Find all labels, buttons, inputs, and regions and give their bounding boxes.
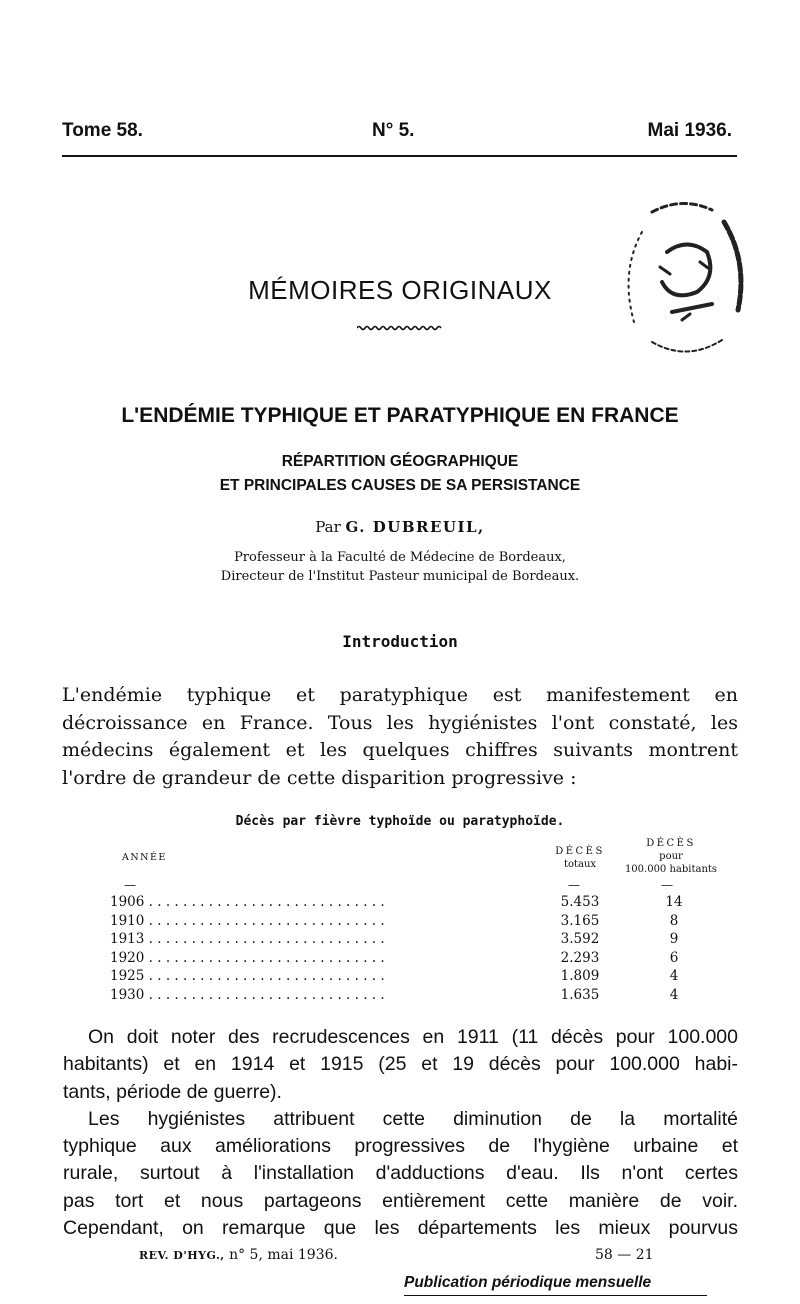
article-subtitle-2: ET PRINCIPALES CAUSES DE SA PERSISTANCE <box>219 477 581 494</box>
table-row: 1913 . . . . . . . . . . . . . . . . . . . . . . . . . . . . 3.592 9 <box>110 930 710 949</box>
table-dash: — <box>568 878 580 892</box>
table-cell-year: 1930 <box>110 986 145 1003</box>
table-header-rate-line1: DÉCÈS <box>646 838 696 849</box>
table-cell-rate: 6 <box>669 949 679 966</box>
volume-label: Tome 58. <box>62 120 143 141</box>
article-title: L'ENDÉMIE TYPHIQUE ET PARATYPHIQUE EN FRANCE <box>121 404 679 427</box>
paragraph-line: pas tort et nous partageons entièrement cette manière de voir. <box>63 1189 738 1212</box>
paragraph-line: habitants) et en 1914 et 1915 (25 et 19 décès pour 100.000 habi- <box>63 1053 738 1076</box>
ornament-divider <box>357 324 443 332</box>
table-cell-year: 1925 <box>110 968 145 984</box>
table-dash: — <box>124 878 136 892</box>
table-cell-rate: 8 <box>669 912 679 929</box>
table-dash: — <box>661 878 673 892</box>
introduction-heading: Introduction <box>342 632 458 651</box>
table-header-rate-line2: pour <box>659 851 683 862</box>
paragraph-line: Les hygiénistes attribuent cette diminution de la mortalité <box>88 1107 738 1130</box>
table-row: 1925 . . . . . . . . . . . . . . . . . . . . . . . . . . . . 1.809 4 <box>110 967 710 986</box>
author-prefix: Par <box>315 518 341 536</box>
table-cell-total: 1.809 <box>560 968 600 984</box>
table-cell-total: 5.453 <box>560 894 600 910</box>
paragraph-line: L'endémie typhique et paratyphique est manifestement en <box>62 684 738 706</box>
author-name: G. DUBREUIL, <box>345 518 485 536</box>
header-rule <box>62 155 737 157</box>
table-row: 1910 . . . . . . . . . . . . . . . . . . . . . . . . . . . . 3.165 8 <box>110 912 710 931</box>
table-header-year: ANNÉE <box>122 852 167 863</box>
mortality-table <box>110 893 710 1004</box>
table-cell-rate: 9 <box>669 931 679 947</box>
table-cell-rate: 4 <box>669 986 679 1003</box>
issue-date: Mai 1936. <box>647 120 732 141</box>
table-cell-year: 1910 <box>110 912 145 929</box>
table-header-total-line1: DÉCÈS <box>555 846 605 857</box>
table-row: 1906 . . . . . . . . . . . . . . . . . . . . . . . . . . . . 5.453 14 <box>110 893 710 912</box>
table-header-rate <box>612 837 730 876</box>
table-row: 1930 . . . . . . . . . . . . . . . . . . . . . . . . . . . . 1.635 4 <box>110 986 710 1005</box>
author-affiliation-2: Directeur de l'Institut Pasteur municipal de Bordeaux. <box>220 569 580 584</box>
footer-page-number: 58 — 21 <box>595 1247 654 1263</box>
footer-citation <box>139 1247 338 1263</box>
footer-issue: n° 5, mai 1936. <box>229 1247 338 1263</box>
paragraph-line: typhique aux améliorations progressives de l'hygiène urbaine et <box>63 1135 738 1158</box>
table-row: 1920 . . . . . . . . . . . . . . . . . . . . . . . . . . . . 2.293 6 <box>110 949 710 968</box>
table-cell-total: 1.635 <box>560 986 600 1003</box>
author-line <box>0 518 800 536</box>
table-header-total-line2: totaux <box>563 859 597 870</box>
paragraph-line: tants, période de guerre). <box>63 1080 282 1103</box>
table-cell-year: 1920 <box>110 949 145 966</box>
table-title: Décès par fièvre typhoïde ou paratyphoïde. <box>235 814 565 829</box>
author-affiliation-1: Professeur à la Faculté de Médecine de Bordeaux, <box>234 550 566 565</box>
table-cell-year: 1906 <box>110 894 145 910</box>
table-cell-year: 1913 <box>110 931 145 947</box>
table-cell-rate: 4 <box>669 968 679 984</box>
issue-number: N° 5. <box>372 120 415 141</box>
footer-publication: Publication périodique mensuelle <box>404 1274 652 1291</box>
table-cell-total: 2.293 <box>560 949 600 966</box>
table-cell-total: 3.592 <box>560 931 600 947</box>
article-subtitle-1: RÉPARTITION GÉOGRAPHIQUE <box>281 453 519 470</box>
table-header-rate-line3: 100.000 habitants <box>624 864 718 875</box>
table-cell-rate: 14 <box>665 894 683 910</box>
table-header-total <box>551 845 609 871</box>
section-title: MÉMOIRES ORIGINAUX <box>248 275 552 305</box>
footer-rule <box>404 1295 707 1296</box>
footer-journal: REV. D'HYG., <box>139 1249 225 1262</box>
paragraph-line: On doit noter des recrudescences en 1911 (11 décès pour 100.000 <box>88 1026 738 1048</box>
paragraph-line: rurale, surtout à l'installation d'adductions d'eau. Ils n'ont certes <box>63 1162 738 1185</box>
paragraph-line: médecins également et les quelques chiffres suivants montrent <box>62 739 738 761</box>
paragraph-line: décroissance en France. Tous les hygiénistes l'ont constaté, les <box>62 711 738 734</box>
paragraph-line: l'ordre de grandeur de cette disparition progressive : <box>62 766 577 789</box>
paragraph-2 <box>63 1024 738 1242</box>
paragraph-line: Cependant, on remarque que les départements les mieux pourvus <box>63 1217 738 1240</box>
paragraph-1 <box>62 682 738 792</box>
table-cell-total: 3.165 <box>560 912 600 929</box>
